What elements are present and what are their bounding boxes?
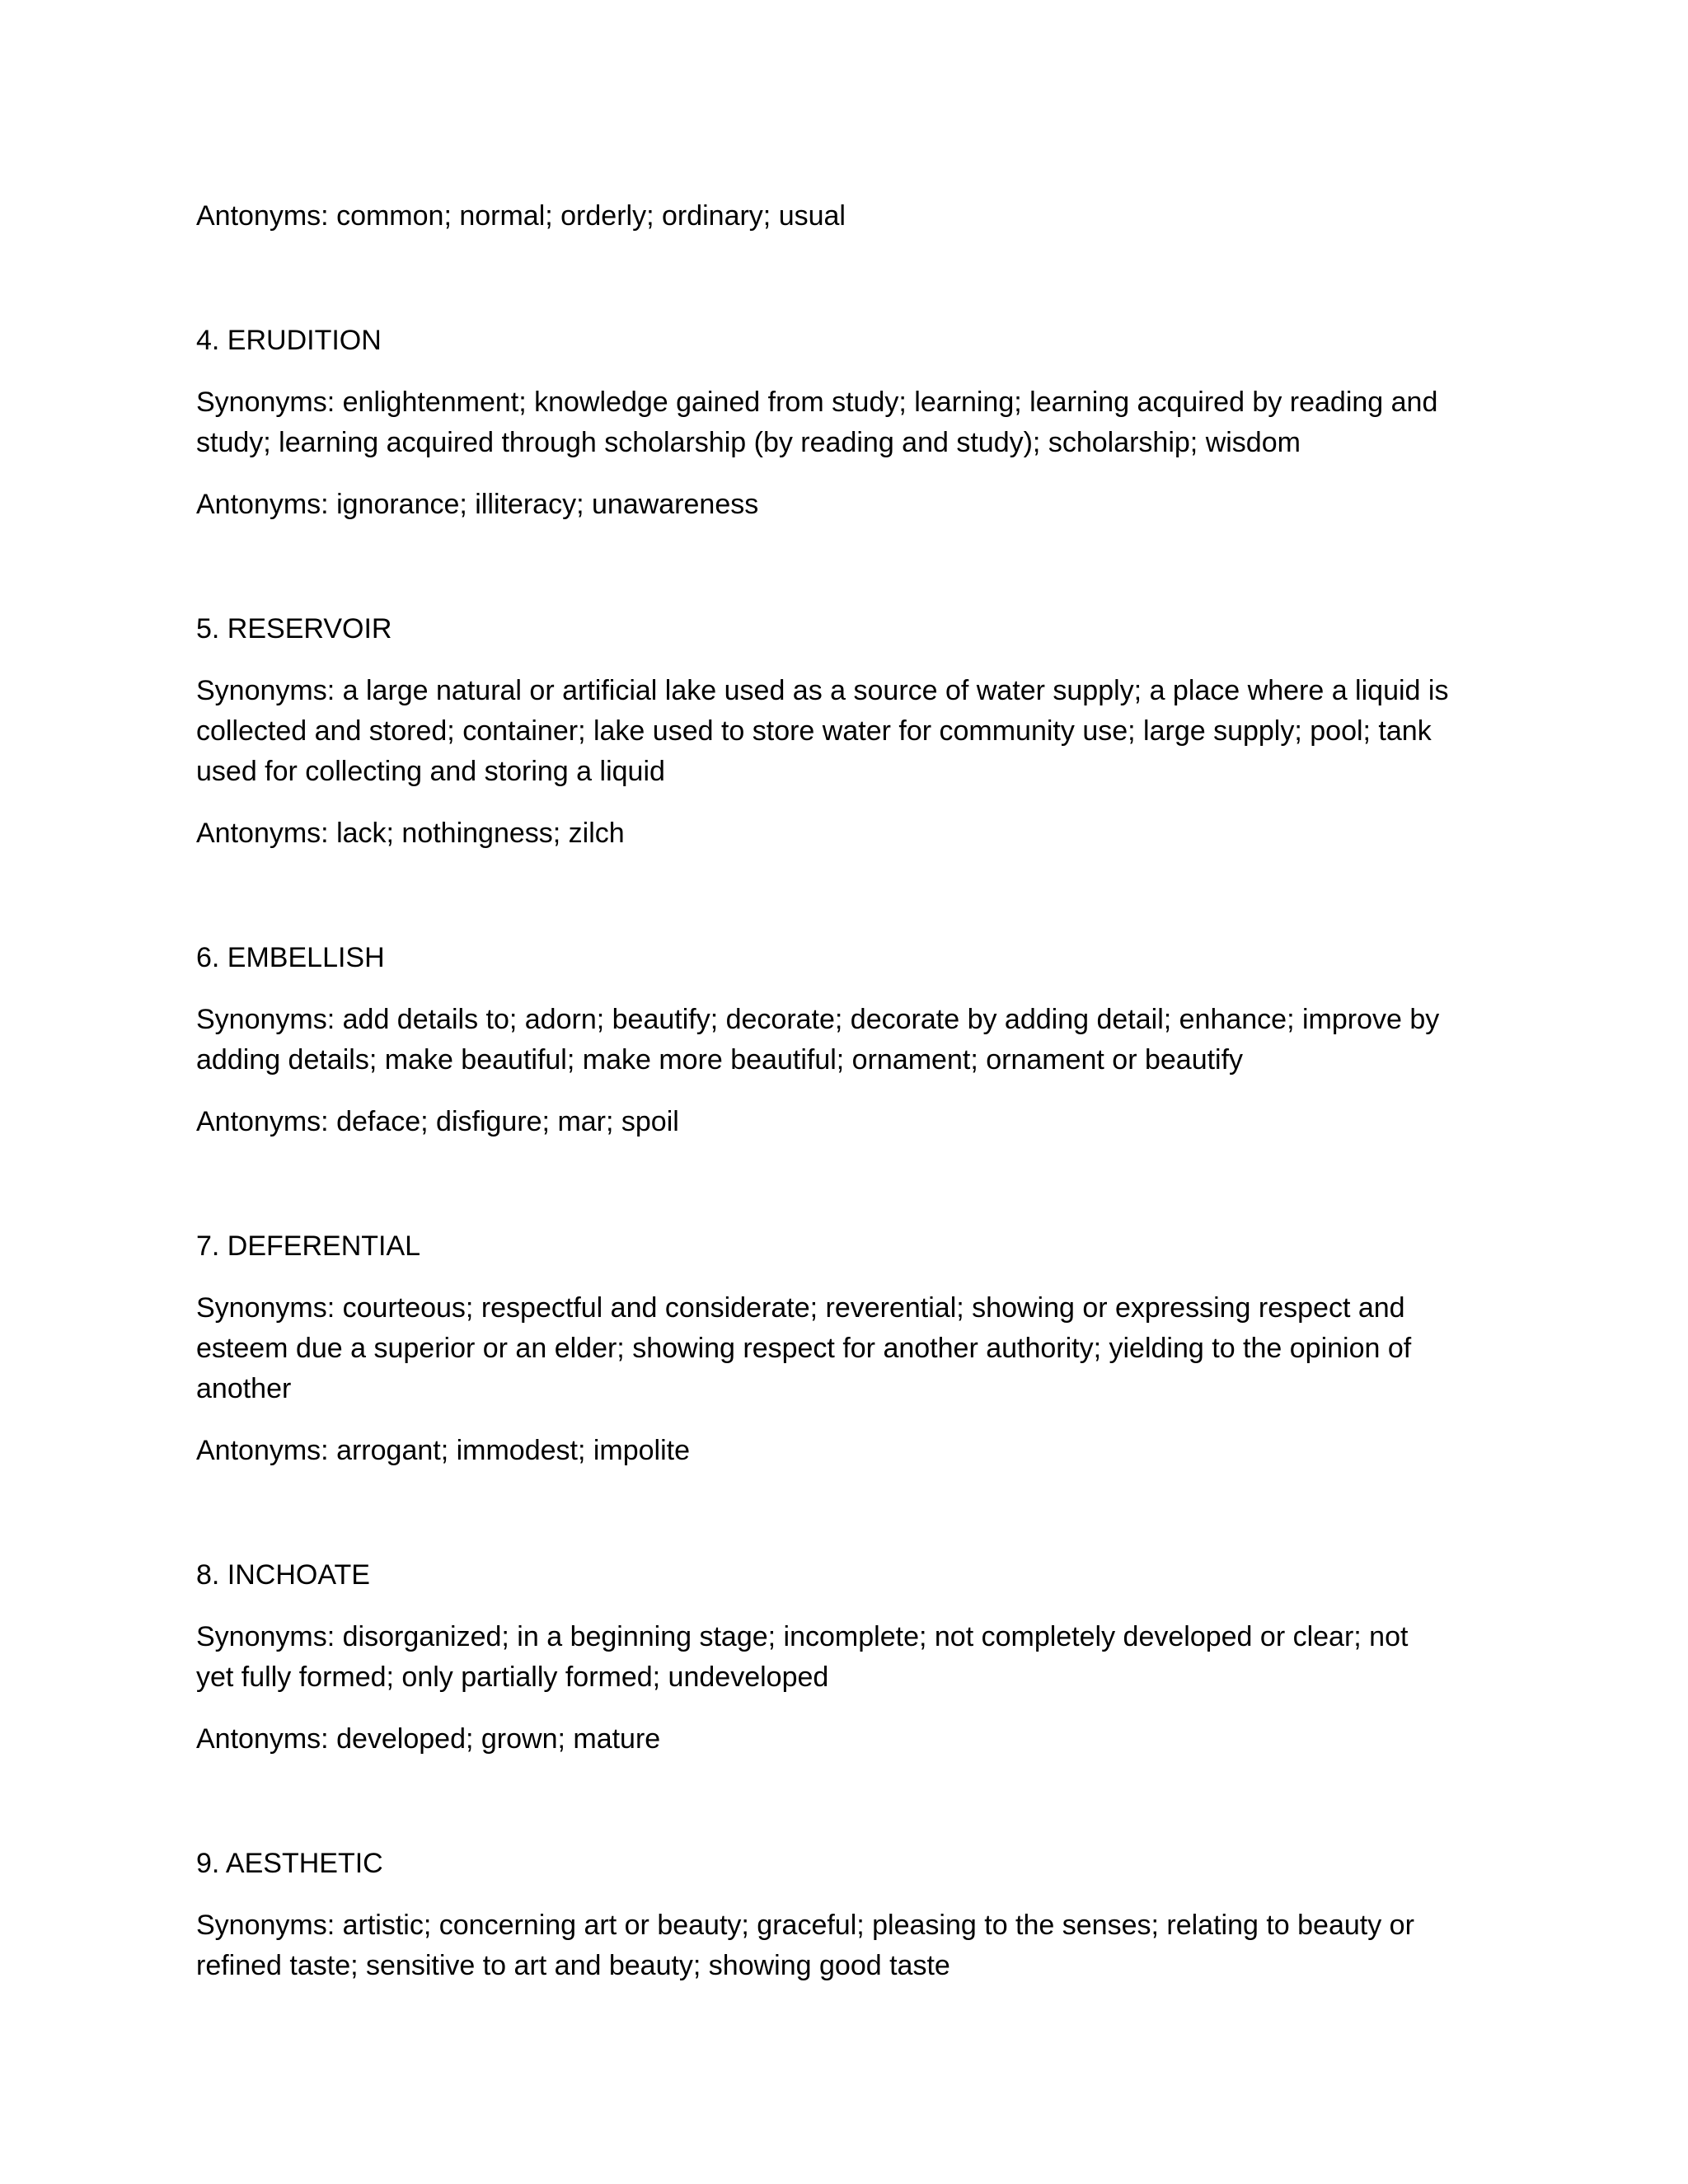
word-entry-embellish xyxy=(196,938,1453,1142)
word-entry-reservoir xyxy=(196,609,1456,854)
entry-heading: 7. DEFERENTIAL xyxy=(196,1230,421,1262)
word-entry-inchoate xyxy=(196,1555,1453,1760)
antonyms-text: Antonyms: deface; disfigure; mar; spoil xyxy=(196,1106,679,1137)
synonyms-text: Synonyms: courteous; respectful and considerate; reverential; showing or expressing respect and esteem due a superior or an elder; showing respect for another authority; yielding to the opinion of another xyxy=(196,1292,1419,1404)
entry-heading: 5. RESERVOIR xyxy=(196,613,392,644)
synonyms-text: Synonyms: enlightenment; knowledge gained from study; learning; learning acquired by reading and study; learning acquired through scholarship (by reading and study); scholarship; wisdom xyxy=(196,387,1446,458)
entry-heading: 8. INCHOATE xyxy=(196,1559,370,1591)
antonyms-text: Antonyms: arrogant; immodest; impolite xyxy=(196,1435,691,1466)
document-body xyxy=(196,196,1456,2008)
entry-heading: 6. EMBELLISH xyxy=(196,942,385,973)
word-entry-erudition xyxy=(196,321,1453,525)
antonyms-text: Antonyms: ignorance; illiteracy; unawareness xyxy=(196,489,759,520)
antonyms-text: Antonyms: lack; nothingness; zilch xyxy=(196,818,625,849)
antonyms-text: Antonyms: developed; grown; mature xyxy=(196,1723,661,1755)
antonyms-text: Antonyms: common; normal; orderly; ordinary; usual xyxy=(196,200,846,232)
synonyms-text: Synonyms: disorganized; in a beginning stage; incomplete; not completely developed or clear; not yet fully formed; only partially formed; undeveloped xyxy=(196,1621,1416,1693)
synonyms-text: Synonyms: a large natural or artificial lake used as a source of water supply; a place where a liquid is collected and stored; container; lake used to store water for community use; large supply; pool; tank used for collecting and storing a liquid xyxy=(196,675,1456,787)
synonyms-text: Synonyms: artistic; concerning art or beauty; graceful; pleasing to the senses; relating to beauty or refined taste; sensitive to art and beauty; showing good taste xyxy=(196,1910,1423,1981)
word-entry-deferential xyxy=(196,1226,1453,1471)
entry-heading: 4. ERUDITION xyxy=(196,325,382,356)
synonyms-text: Synonyms: add details to; adorn; beautify; decorate; decorate by adding detail; enhance; improve by adding details; make beautiful; make more beautiful; ornament; ornament or beautify xyxy=(196,1004,1447,1076)
entry-heading: 9. AESTHETIC xyxy=(196,1848,383,1879)
word-entry-aesthetic xyxy=(196,1844,1453,1986)
